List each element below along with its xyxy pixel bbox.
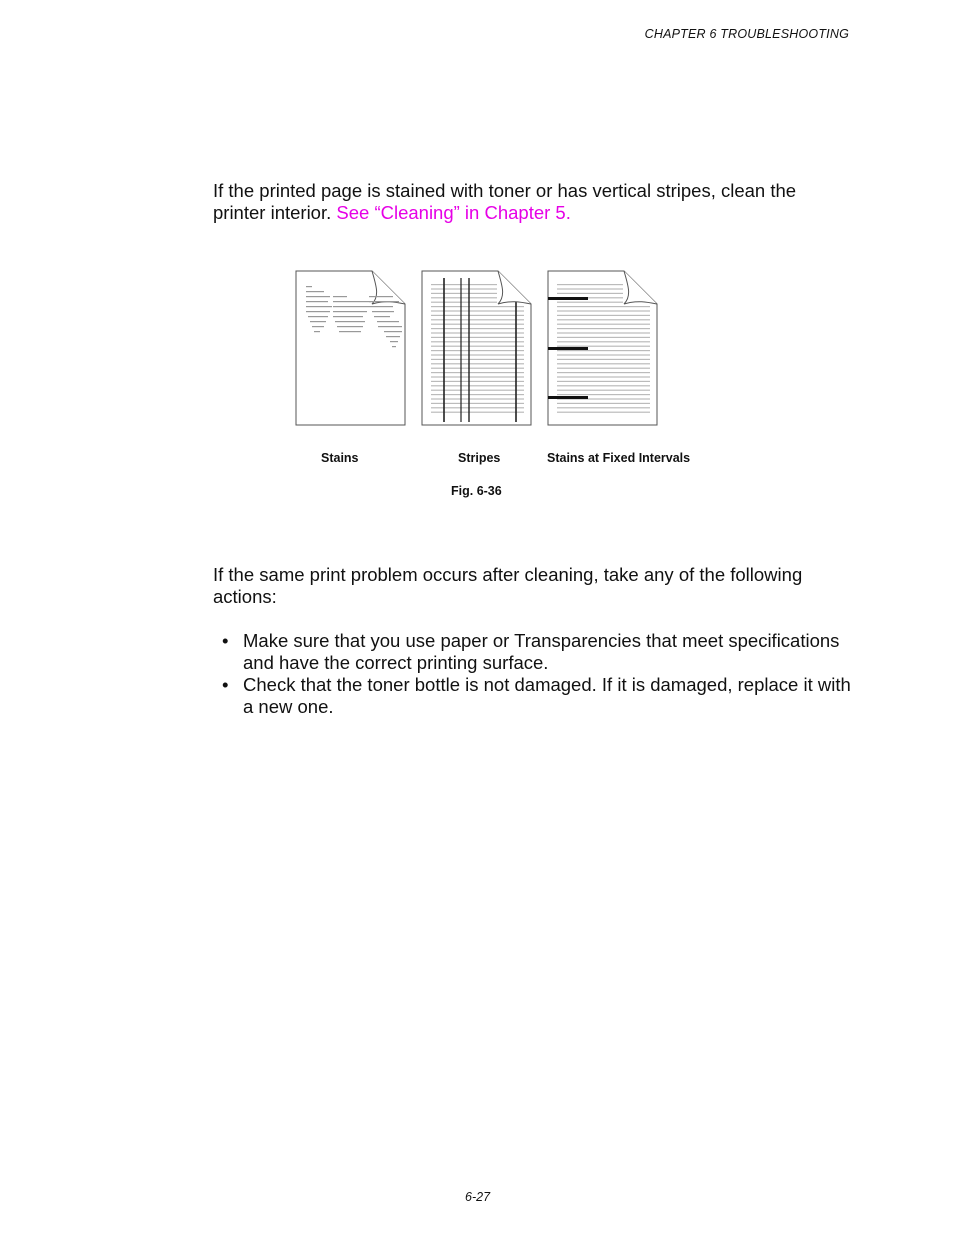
bullet-icon: • (222, 674, 229, 695)
list-item (213, 674, 853, 718)
list-item (213, 630, 853, 674)
fixed-interval-stains-page-illustration (548, 271, 657, 425)
stains-page-illustration (296, 271, 405, 425)
action-list (213, 630, 853, 718)
stripes-page-illustration (422, 271, 531, 425)
stains-caption: Stains (321, 451, 359, 465)
intro-text: If the printed page is stained with toner or has vertical stripes, clean the printer interior. (213, 180, 797, 223)
followup-paragraph: If the same print problem occurs after cleaning, take any of the following actions: (213, 564, 803, 607)
fixed-intervals-caption: Stains at Fixed Intervals (547, 451, 691, 465)
stripes-caption: Stripes (458, 451, 501, 465)
chapter-header: CHAPTER 6 TROUBLESHOOTING (644, 27, 849, 41)
page-number: 6-27 (465, 1190, 491, 1204)
figure-number: Fig. 6-36 (451, 484, 502, 498)
cleaning-chapter-link[interactable]: See “Cleaning” in Chapter 5. (336, 202, 571, 223)
bullet-icon: • (222, 630, 229, 651)
list-item-text: Make sure that you use paper or Transparencies that meet specifications and have the correct printing surface. (243, 630, 840, 673)
list-item-text: Check that the toner bottle is not damaged. If it is damaged, replace it with a new one. (243, 674, 851, 717)
